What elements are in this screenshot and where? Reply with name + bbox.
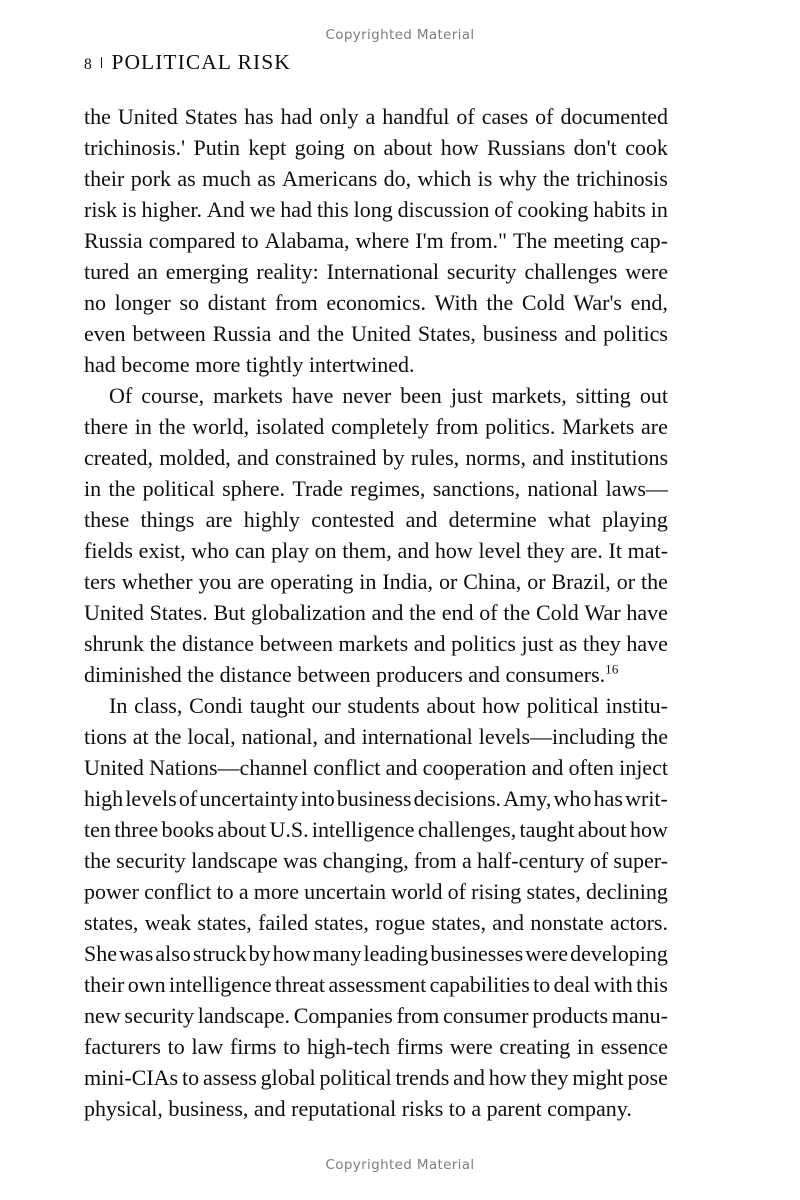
- text-line: high levels of uncertainty into business decisions. Amy, who has writ-: [84, 786, 668, 811]
- page-folio-number: 8: [84, 56, 92, 73]
- text-line: Russia compared to Alabama, where I'm from." The meeting cap-: [84, 228, 668, 253]
- text-line: ters whether you are operating in India, or China, or Brazil, or the: [84, 569, 668, 594]
- text-line: mini-CIAs to assess global political trends and how they might pose: [84, 1065, 668, 1090]
- text-line: the security landscape was changing, from a half-century of super-: [84, 848, 668, 873]
- text-line: the United States has had only a handful of cases of documented: [84, 104, 668, 129]
- running-head: [84, 50, 291, 75]
- text-line: in the political sphere. Trade regimes, sanctions, national laws—: [84, 476, 668, 501]
- text-line: ten three books about U.S. intelligence challenges, taught about how: [84, 817, 668, 842]
- body-text-block: [84, 101, 668, 1124]
- text-line: created, molded, and constrained by rules, norms, and institutions: [84, 445, 668, 470]
- footnote-reference: 16: [605, 661, 619, 677]
- running-head-title: POLITICAL RISK: [111, 50, 291, 74]
- text-line: their own intelligence threat assessment capabilities to deal with this: [84, 972, 668, 997]
- text-line: shrunk the distance between markets and politics just as they have: [84, 631, 668, 656]
- text-line: tured an emerging reality: International security challenges were: [84, 259, 668, 284]
- copyright-watermark-bottom: Copyrighted Material: [325, 1157, 475, 1173]
- text-line: physical, business, and reputational risks to a parent company.: [84, 1096, 632, 1121]
- text-line: trichinosis.' Putin kept going on about how Russians don't cook: [84, 135, 668, 160]
- text-line: states, weak states, failed states, rogue states, and nonstate actors.: [84, 910, 668, 935]
- text-line: no longer so distant from economics. With the Cold War's end,: [84, 290, 668, 315]
- text-line: risk is higher. And we had this long discussion of cooking habits in: [84, 197, 668, 222]
- text-line: facturers to law firms to high-tech firms were creating in essence: [84, 1034, 668, 1059]
- running-head-separator-rule: [101, 57, 103, 68]
- text-line: United States. But globalization and the end of the Cold War have: [84, 600, 668, 625]
- text-line: fields exist, who can play on them, and how level they are. It mat-: [84, 538, 668, 563]
- text-line: She was also struck by how many leading businesses were developing: [84, 941, 668, 966]
- text-line: tions at the local, national, and international levels—including the: [84, 724, 668, 749]
- text-line: these things are highly contested and determine what playing: [84, 507, 668, 532]
- text-line: new security landscape. Companies from consumer products manu-: [84, 1003, 668, 1028]
- text-line: had become more tightly intertwined.: [84, 352, 415, 377]
- text-line: there in the world, isolated completely from politics. Markets are: [84, 414, 668, 439]
- text-line: Of course, markets have never been just markets, sitting out: [109, 383, 668, 408]
- text-line: power conflict to a more uncertain world of rising states, declining: [84, 879, 668, 904]
- text-line: their pork as much as Americans do, which is why the trichinosis: [84, 166, 668, 191]
- text-line: diminished the distance between producers and consumers.$^{16}$: [84, 661, 619, 687]
- text-line: In class, Condi taught our students about how political institu-: [109, 693, 668, 718]
- copyright-watermark-top: Copyrighted Material: [325, 27, 475, 43]
- text-line: United Nations—channel conflict and cooperation and often inject: [84, 755, 668, 780]
- text-line: even between Russia and the United States, business and politics: [84, 321, 668, 346]
